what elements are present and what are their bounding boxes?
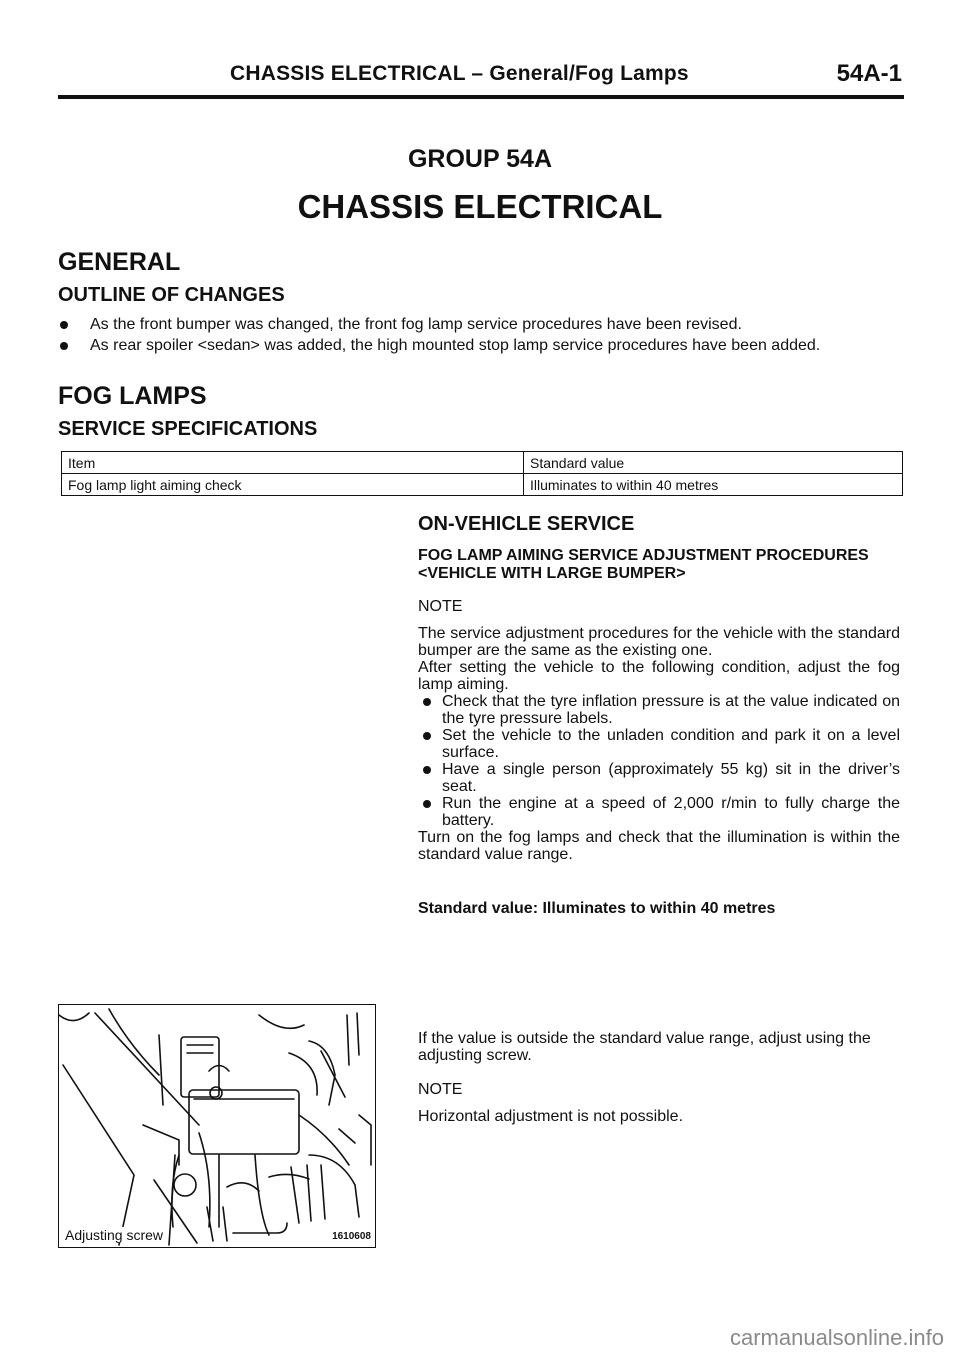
list-item-text: Set the vehicle to the unladen condition and park it on a level surface.	[442, 727, 900, 761]
list-item-text: Run the engine at a speed of 2,000 r/min to fully charge the battery.	[442, 795, 900, 829]
watermark: carmanualsonline.info	[729, 1325, 944, 1350]
header-rule	[58, 95, 904, 99]
fog-lamp-figure	[58, 1004, 376, 1248]
list-item-text: Have a single person (approximately 55 kg) sit in the driver’s seat.	[442, 761, 900, 795]
section-heading-on-vehicle-service: ON-VEHICLE SERVICE	[418, 513, 635, 535]
bullet-icon	[60, 321, 68, 329]
list-item-text: As the front bumper was changed, the front fog lamp service procedures have been revised.	[90, 316, 742, 333]
spec-table	[61, 451, 903, 496]
subheading-outline: OUTLINE OF CHANGES	[58, 284, 285, 306]
section-heading-fog-lamps: FOG LAMPS	[58, 382, 207, 410]
table-header-cell: Item	[62, 452, 524, 474]
page-number: 54A-1	[836, 60, 902, 87]
bullet-icon	[423, 698, 431, 706]
list-item	[58, 316, 902, 334]
list-item	[58, 337, 902, 355]
figure-code: 1610608	[332, 1231, 371, 1242]
bullet-icon	[423, 800, 431, 808]
procedure-body	[418, 625, 900, 863]
table-cell: Fog lamp light aiming check	[62, 474, 524, 496]
list-item-text: As rear spoiler <sedan> was added, the high mounted stop lamp service procedures have been added.	[90, 337, 821, 354]
table-header-cell: Standard value	[524, 452, 903, 474]
subheading-fog-lamp-aiming: FOG LAMP AIMING SERVICE ADJUSTMENT PROCEDURES <VEHICLE WITH LARGE BUMPER>	[418, 547, 869, 582]
section-heading-general: GENERAL	[58, 248, 181, 276]
note-text: Horizontal adjustment is not possible.	[418, 1108, 684, 1125]
list-item	[418, 693, 900, 727]
note-label: NOTE	[418, 598, 463, 615]
running-header-title: CHASSIS ELECTRICAL – General/Fog Lamps	[230, 62, 689, 85]
table-row	[62, 474, 903, 496]
bullet-icon	[423, 732, 431, 740]
group-label: GROUP 54A	[407, 145, 553, 173]
list-item	[418, 761, 900, 795]
outline-list	[58, 316, 902, 358]
note-label: NOTE	[418, 1081, 463, 1098]
list-item	[418, 727, 900, 761]
bullet-icon	[60, 342, 68, 350]
intro-text: After setting the vehicle to the following condition, adjust the fog lamp aiming.	[418, 659, 900, 693]
subheading-service-specifications: SERVICE SPECIFICATIONS	[58, 418, 318, 440]
list-item	[418, 795, 900, 829]
figure-callout: Adjusting screw	[65, 1227, 164, 1243]
table-header-row	[62, 452, 903, 474]
after-text: Turn on the fog lamps and check that the illumination is within the standard value range.	[418, 829, 900, 863]
list-item-text: Check that the tyre inflation pressure is at the value indicated on the tyre pressure labels.	[442, 693, 900, 727]
fog-lamp-illustration	[59, 1005, 375, 1247]
standard-value: Standard value: Illuminates to within 40 metres	[418, 900, 776, 917]
adjust-text: If the value is outside the standard value range, adjust using the adjusting screw.	[418, 1030, 871, 1064]
table-cell: Illuminates to within 40 metres	[524, 474, 903, 496]
bullet-icon	[423, 766, 431, 774]
note-text: The service adjustment procedures for the vehicle with the standard bumper are the same as the existing one.	[418, 625, 900, 659]
page-title: CHASSIS ELECTRICAL	[297, 188, 663, 225]
